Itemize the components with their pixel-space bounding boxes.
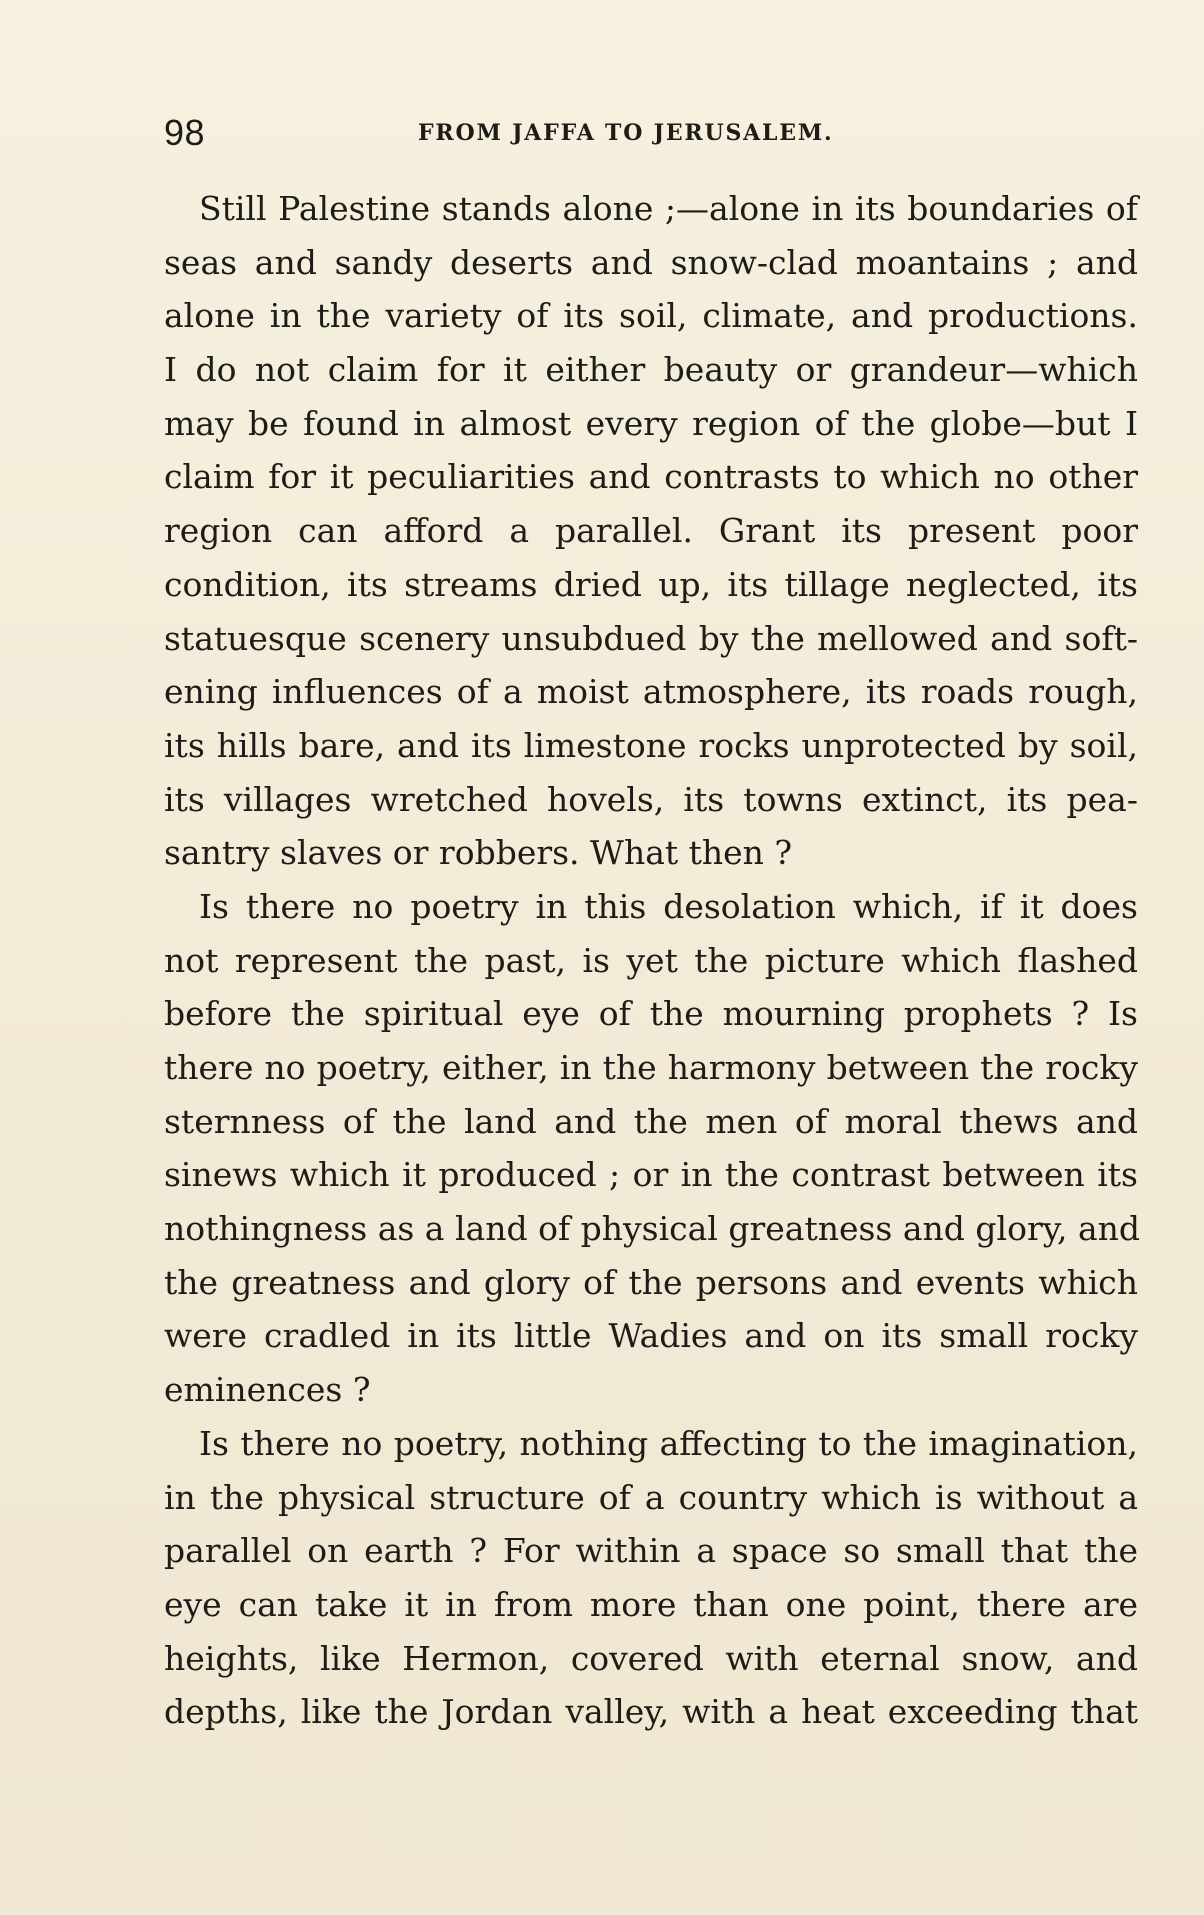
text-line: alone in the variety of its soil, climate, and productions. (164, 296, 1138, 336)
text-line: sinews which it produced ; or in the contrast between its (164, 1155, 1138, 1195)
text-line: Still Palestine stands alone ;—alone in its boundaries of (199, 189, 1138, 228)
paragraph-1 (164, 182, 1138, 880)
text-line: may be found in almost every region of the globe—but I (164, 403, 1138, 443)
text-line: condition, its streams dried up, its tillage neglected, its (164, 564, 1138, 604)
text-line: Is there no poetry in this desolation which, if it does (199, 886, 1138, 926)
text-line: I do not claim for it either beauty or grandeur—which (164, 350, 1138, 390)
text-line: there no poetry, either, in the harmony between the rocky (164, 1048, 1138, 1087)
text-line: before the spiritual eye of the mourning prophets ? Is (164, 994, 1138, 1034)
paragraph-2 (164, 880, 1141, 1417)
text-line: nothingness as a land of physical greatness and glory, and (164, 1209, 1141, 1249)
text-line: the greatness and glory of the persons and events which (164, 1262, 1138, 1302)
page-header (164, 113, 1138, 153)
text-line: depths, like the Jordan valley, with a heat exceeding that (164, 1692, 1138, 1732)
paragraph-3 (164, 1417, 1138, 1739)
text-line: its villages wretched hovels, its towns extinct, its pea- (164, 779, 1138, 819)
text-line: ening influences of a moist atmosphere, its roads rough, (164, 672, 1138, 712)
text-line: eminences ? (164, 1370, 371, 1410)
text-line: its hills bare, and its limestone rocks unprotected by soil, (164, 725, 1138, 765)
text-line: in the physical structure of a country which is without a (164, 1477, 1138, 1517)
page-number: 98 (164, 112, 206, 153)
text-line: sternness of the land and the men of moral thews and (164, 1101, 1138, 1141)
text-line: parallel on earth ? For within a space so small that the (164, 1531, 1138, 1571)
text-line: heights, like Hermon, covered with eternal snow, and (164, 1638, 1138, 1678)
text-line: seas and sandy deserts and snow-clad moantains ; and (164, 242, 1138, 282)
text-line: eye can take it in from more than one point, there are (164, 1584, 1138, 1624)
text-line: claim for it peculiarities and contrasts to which no other (164, 457, 1138, 497)
text-line: Is there no poetry, nothing affecting to the imagination, (199, 1423, 1138, 1463)
text-line: santry slaves or robbers. What then ? (164, 833, 793, 873)
running-title: FROM JAFFA TO JERUSALEM. (418, 120, 834, 146)
body-text (164, 182, 1141, 1739)
text-line: were cradled in its little Wadies and on its small rocky (164, 1316, 1138, 1356)
text-line: not represent the past, is yet the picture which flashed (164, 940, 1138, 980)
text-line: statuesque scenery unsubdued by the mellowed and soft- (164, 618, 1138, 658)
text-line: region can afford a parallel. Grant its present poor (164, 511, 1138, 551)
